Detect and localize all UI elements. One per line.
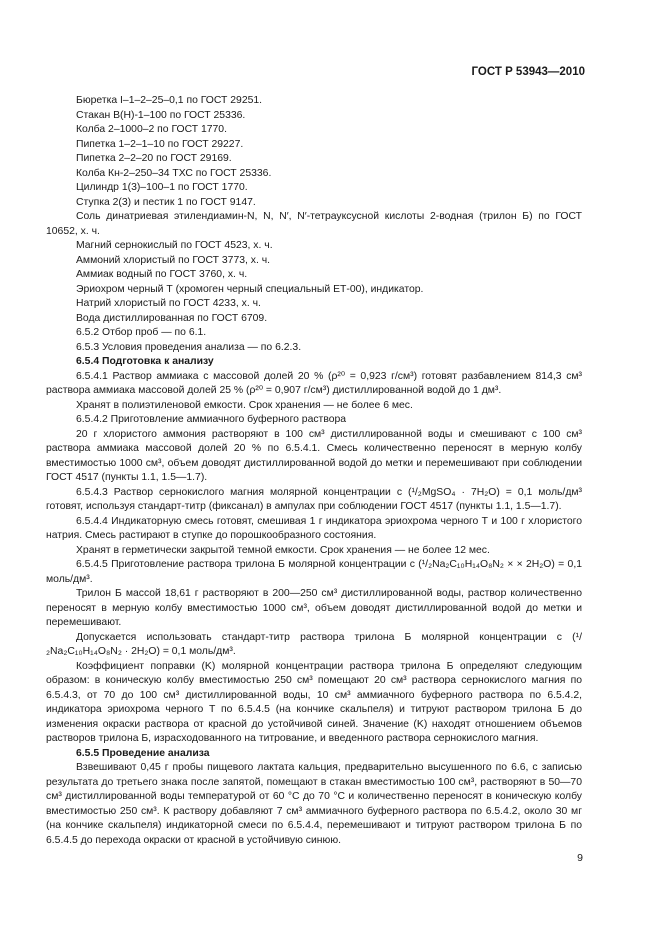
paragraph: Хранят в полиэтиленовой емкости. Срок хранения — не более 6 мес. (76, 399, 413, 411)
paragraph: Колба Кн-2–250–34 ТХС по ГОСТ 25336. (76, 167, 272, 179)
paragraph: Магний сернокислый по ГОСТ 4523, х. ч. (76, 240, 273, 251)
section-heading: 6.5.5 Проведение анализа (76, 747, 210, 759)
paragraph: Аммоний хлористый по ГОСТ 3773, х. ч. (76, 254, 271, 266)
paragraph: 6.5.3 Условия проведения анализа — по 6.2.3. (76, 341, 302, 353)
paragraph: Пипетка 2–2–20 по ГОСТ 29169. (76, 153, 232, 164)
paragraph: Стакан В(Н)-1–100 по ГОСТ 25336. (76, 109, 246, 121)
paragraph: Колба 2–1000–2 по ГОСТ 1770. (76, 124, 227, 135)
paragraph: Натрий хлористый по ГОСТ 4233, х. ч. (76, 298, 261, 309)
paragraph: Вода дистиллированная по ГОСТ 6709. (76, 312, 268, 324)
paragraph: Цилиндр 1(3)–100–1 по ГОСТ 1770. (76, 182, 248, 193)
paragraph: Соль динатриевая этилендиамин-N, N, N′, N′-тетрауксусной кислоты 2-водная (трилон Б) по ГОСТ 10652, х. ч. (46, 211, 582, 237)
paragraph: Трилон Б массой 18,61 г растворяют в 200—250 см³ дистиллированной воды, раствор количественно переносят в мерную колбу вместимостью 1000 см³, объем доводят дистиллированной водой до метки и перемешивают. (46, 588, 582, 628)
paragraph: Ступка 2(3) и пестик 1 по ГОСТ 9147. (76, 196, 256, 208)
paragraph: 6.5.4.5 Приготовление раствора трилона Б молярной концентрации c (¹/₂Na₂C₁₀H₁₄O₈N₂ × × 2H₂O) = 0,1 моль/дм³. (46, 559, 582, 585)
page-number: 9 (577, 852, 583, 864)
paragraph: 20 г хлористого аммония растворяют в 100 см³ дистиллированной воды и смешивают с 100 см³ раствора аммиака массовой долей 20 % по 6.5.4.1. Смесь количественно переносят в мерную колбу вместимостью 1000 см³, объем доводят дистиллированной водой до метки и перемешивают при соблюдении ГОСТ 4517 (пункты 1.1, 1.5—1.7). (46, 428, 582, 483)
paragraph: Аммиак водный по ГОСТ 3760, х. ч. (76, 269, 248, 280)
paragraph: Коэффициент поправки (K) молярной концентрации раствора трилона Б определяют следующим образом: в коническую колбу вместимостью 250 см³ помещают 20 см³ раствора сернокислого магния по 6.5.4.3, от 70 до 100 см³ дистиллированной воды, 10 см³ аммиачного буферного раствора по 6.5.4.2, индикатора эриохрома черного Т по 6.5.4.5 (на кончике скальпеля) и титруют раствором трилона Б до изменения окраски раствора от красной до устойчивой синей. Значение (K) находят отношением объемов растворов трилона Б, израсходованного на титрование, и введенного раствора сернокислого магния. (46, 660, 582, 744)
paragraph: 6.5.4.3 Раствор сернокислого магния молярной концентрации c (¹/₂MgSO₄ · 7H₂O) = 0,1 моль/дм³ готовят, используя стандарт-титр (фиксанал) в ампулах при соблюдении ГОСТ 4517 (пункты 1.1, 1.5—1.7). (46, 486, 582, 512)
paragraph: Эриохром черный Т (хромоген черный специальный ЕТ-00), индикатор. (76, 283, 424, 295)
body-text (46, 94, 582, 848)
paragraph: 6.5.4.4 Индикаторную смесь готовят, смешивая 1 г индикатора эриохрома черного Т и 100 г хлористого натрия. Смесь растирают в ступке до порошкообразного состояния. (46, 515, 582, 541)
paragraph: Пипетка 1–2–1–10 по ГОСТ 29227. (76, 138, 244, 150)
paragraph: Хранят в герметически закрытой темной емкости. Срок хранения — не более 12 мес. (76, 544, 490, 556)
paragraph: 6.5.2 Отбор проб — по 6.1. (76, 327, 207, 338)
standard-number-header: ГОСТ Р 53943—2010 (471, 66, 585, 78)
paragraph: 6.5.4.2 Приготовление аммиачного буферного раствора (76, 414, 347, 425)
paragraph: Взвешивают 0,45 г пробы пищевого лактата кальция, предварительно высушенного по 6.6, с записью результата до третьего знака после запятой, помещают в стакан вместимостью 100 см³, растворяют в 50—70 см³ дистиллированной воды температурой от 60 °С до 70 °С и количественно переносят в коническую колбу вместимостью 250 см³. К раствору добавляют 7 см³ аммиачного буферного раствора по 6.5.4.2, около 30 мг (на кончике скальпеля) индикаторной смеси по 6.5.4.4, перемешивают и титруют раствором трилона Б по 6.5.4.5 до перехода окраски от красной в устойчивую синюю. (46, 762, 582, 846)
section-heading: 6.5.4 Подготовка к анализу (76, 356, 214, 367)
paragraph: Допускается использовать стандарт-титр раствора трилона Б молярной концентрации c (¹/₂Na₂C₁₀H₁₄O₈N₂ · 2H₂O) = 0,1 моль/дм³. (46, 631, 582, 657)
paragraph: 6.5.4.1 Раствор аммиака с массовой долей 20 % (ρ²⁰ = 0,923 г/см³) готовят разбавлением 814,3 см³ раствора аммиака массовой долей 25 % (ρ²⁰ = 0,907 г/см³) дистиллированной водой до 1 дм³. (46, 370, 582, 396)
paragraph: Бюретка I–1–2–25–0,1 по ГОСТ 29251. (76, 95, 263, 106)
